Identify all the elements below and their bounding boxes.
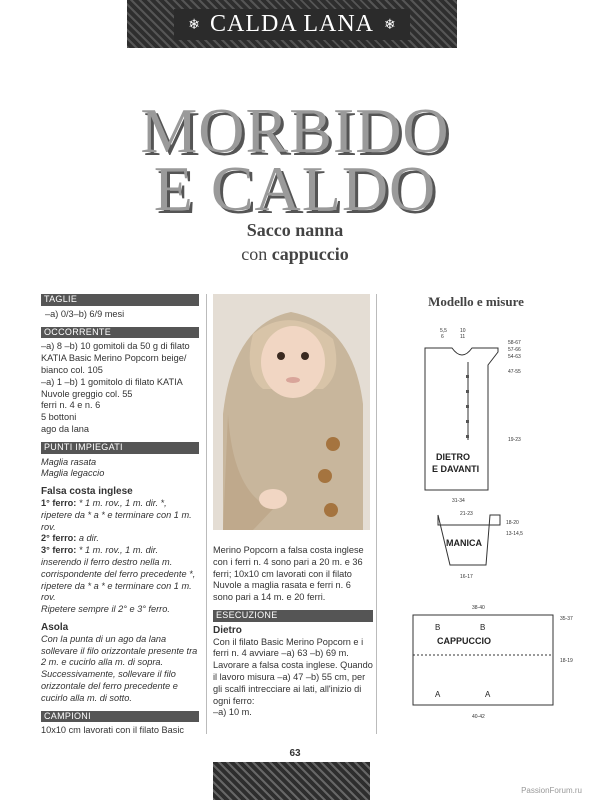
dietro-title: Dietro <box>213 624 242 636</box>
punti-item: Maglia legaccio <box>41 468 105 479</box>
punti-item: Maglia rasata <box>41 456 97 467</box>
page-number: 63 <box>289 748 301 759</box>
seam-label: B <box>435 623 441 632</box>
watermark: PassionForum.ru <box>521 786 582 795</box>
occorrente-item: ago da lana <box>41 423 90 434</box>
snowflake-icon: ❄ <box>188 15 200 32</box>
dim-label: 11 <box>460 334 466 340</box>
piece-label: E DAVANTI <box>432 464 480 474</box>
seam-label: A <box>435 690 441 699</box>
dim-label: 57-66 <box>508 347 521 353</box>
section-label-esecuzione: ESECUZIONE <box>213 610 373 622</box>
row-instruction: 3° ferro: * 1 m. rov., 1 m. dir. inserendo il ferro destro nella m. corrispondente del ferro precedente *, ripetere da * a * e terminare con 1 m. rov. <box>41 545 196 603</box>
headline-line2: E CALDO <box>153 153 437 224</box>
diagram-title: Modello e misure <box>428 294 524 309</box>
dim-label: 35-37 <box>560 616 573 622</box>
column-divider <box>206 294 207 734</box>
dim-label: 58-67 <box>508 340 521 346</box>
asola-title: Asola <box>41 621 69 633</box>
row-instruction: 2° ferro: a dir. <box>41 533 99 544</box>
occorrente-item: ferri n. 4 e n. 6 <box>41 400 101 411</box>
falsa-costa-title: Falsa costa inglese <box>41 486 133 498</box>
column-divider <box>376 294 377 734</box>
dim-label: 18-20 <box>506 520 519 526</box>
left-column <box>41 294 199 737</box>
banner-title: CALDA LANA <box>210 10 374 37</box>
dim-label: 13-14,5 <box>506 531 523 537</box>
dim-label: 10 <box>460 328 466 334</box>
dim-label: 54-63 <box>508 354 521 360</box>
dim-label: 31-34 <box>452 498 465 504</box>
occorrente-item: –a) 1 –b) 1 gomitolo di filato KATIA Nuvole greggio col. 55 <box>41 376 183 399</box>
seam-label: A <box>485 690 491 699</box>
dim-label: 19-23 <box>508 437 521 443</box>
pattern-diagram <box>380 310 580 750</box>
campioni-continued: Merino Popcorn a falsa costa inglese con i ferri n. 4 sono pari a 20 m. e 36 ferri; 10x10 cm lavorati con il filato Nuvole a maglia rasata e ferri n. 6 sono pari a 14 m. e 20 ferri. <box>213 545 364 603</box>
occorrente-item: –a) 8 –b) 10 gomitoli da 50 g di filato KATIA Basic Merino Popcorn beige/ bianco col. 105 <box>41 341 190 375</box>
subtitle-line1: Sacco nanna <box>246 220 344 240</box>
headline-line1: MORBIDO <box>140 95 450 166</box>
header-banner <box>127 0 457 48</box>
taglie-text: –a) 0/3–b) 6/9 mesi <box>45 308 125 319</box>
section-label-campioni: CAMPIONI <box>41 711 199 723</box>
dietro-text: Con il filato Basic Merino Popcorn e i ferri n. 4 avviare –a) 63 –b) 69 m. Lavorare a falsa costa inglese. Quando il lavoro misura –a) 47 –b) 55 cm, per gli scalfi intrecciare ai lati, all'inizio di ogni ferro: <box>213 636 373 706</box>
middle-column <box>213 545 373 719</box>
occorrente-item: 5 bottoni <box>41 412 77 423</box>
dim-label: 40-42 <box>472 714 485 720</box>
baby-photo <box>213 294 370 530</box>
banner-title-box <box>174 9 409 40</box>
dim-label: 6 <box>441 334 444 340</box>
row-instruction: 1° ferro: * 1 m. rov., 1 m. dir. *, ripetere da * a * e terminare con 1 m. rov. <box>41 497 192 532</box>
footer-pattern <box>213 762 370 800</box>
dim-label: 5,5 <box>440 328 447 334</box>
section-label-occorrente: OCCORRENTE <box>41 327 199 339</box>
section-label-taglie: TAGLIE <box>41 294 199 306</box>
row-instruction: Ripetere sempre il 2° e 3° ferro. <box>41 604 170 615</box>
piece-label: DIETRO <box>436 452 471 462</box>
snowflake-icon: ❄ <box>384 15 396 32</box>
piece-label: CAPPUCCIO <box>437 636 492 646</box>
dim-label: 21-23 <box>460 511 473 517</box>
dietro-text: –a) 10 m. <box>213 707 252 718</box>
piece-label: MANICA <box>446 538 482 548</box>
seam-label: B <box>480 623 486 632</box>
campioni-text: 10x10 cm lavorati con il filato Basic <box>41 725 184 736</box>
subtitle-line2: con cappuccio <box>241 244 349 264</box>
dim-label: 16-17 <box>460 574 473 580</box>
dim-label: 18-19 <box>560 658 573 664</box>
dim-label: 38-40 <box>472 605 485 611</box>
dim-label: 47-55 <box>508 369 521 375</box>
asola-text: Con la punta di un ago da lana sollevare il filo orizzontale presente tra 2 m. e cucirlo alla m. di sopra. Successivamente, sollevare il filo orizzontale del ferro precedente e cucirlo alla m. di sotto. <box>41 633 198 703</box>
section-label-punti: PUNTI IMPIEGATI <box>41 442 199 454</box>
